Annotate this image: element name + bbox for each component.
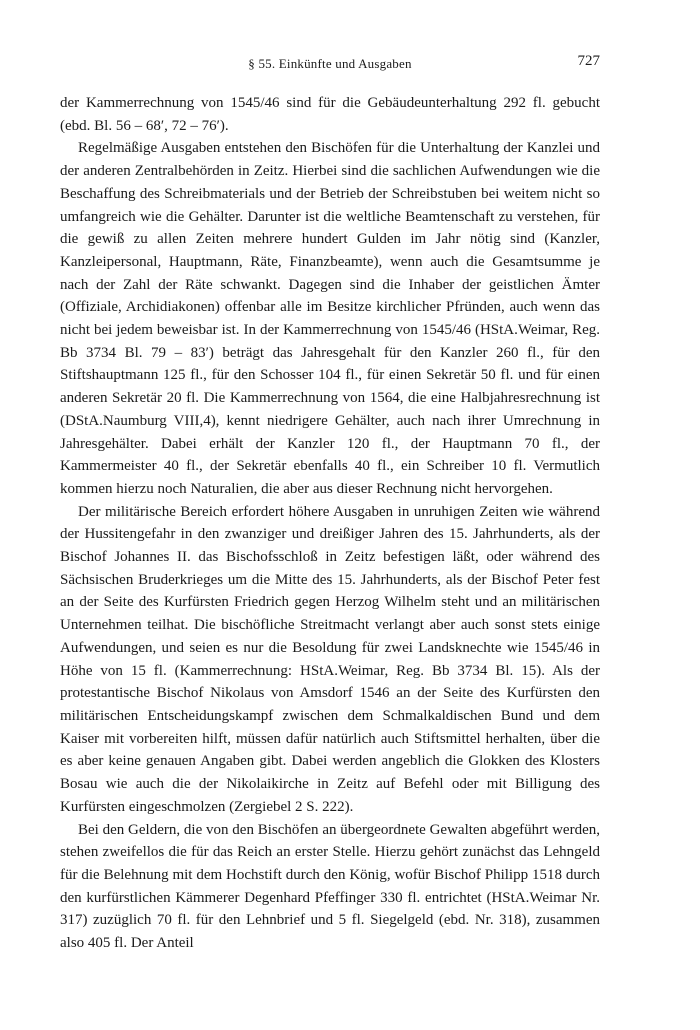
body-text [60, 92, 600, 955]
running-head [60, 50, 600, 74]
page-number: 727 [577, 53, 600, 69]
paragraph-chancery-salaries: Regelmäßige Ausgaben entstehen den Bischöfen für die Unterhaltung der Kanzlei und der anderen Zentralbehörden in Zeitz. Hierbei sind die sachlichen Aufwendungen wie die Beschaffung des Schreibmaterials und der Betrieb der Schreibstuben bei weitem nicht so umfangreich wie die Gehälter. Darunter ist die weltliche Beamtenschaft zu verstehen, für die gewiß zu allen Zeiten mehrere hundert Gulden im Jahr nötig sind (Kanzler, Kanzleipersonal, Hauptmann, Räte, Finanzbeamte), wenn auch die Gesamtsumme je nach der Zahl der Räte schwankt. Dagegen sind die Inhaber der geistlichen Ämter (Offiziale, Archidiakonen) offenbar alle im Besitze kirchlicher Pfründen, auch wenn das nicht bei jedem beweisbar ist. In der Kammerrechnung von 1545/46 (HStA.Weimar, Reg. Bb 3734 Bl. 79 – 83′) beträgt das Jahresgehalt für den Kanzler 260 fl., für den Stiftshauptmann 125 fl., für den Schosser 104 fl., für einen Sekretär 50 fl. und für einen anderen Sekretär 20 fl. Die Kammerrechnung von 1564, die eine Halbjahresrechnung ist (DStA.Naumburg VIII,4), kennt niedrigere Gehälter, auch nach ihrer Umrechnung in Jahresgehälter. Dabei erhält der Kanzler 120 fl., der Hauptmann 70 fl., der Kammermeister 40 fl., der Sekretär ebenfalls 40 fl., ein Schreiber 10 fl. Vermutlich kommen hierzu noch Naturalien, die aber aus dieser Rechnung nicht hervorgehen. [60, 140, 600, 497]
paragraph-military-expenses: Der militärische Bereich erfordert höhere Ausgaben in unruhigen Zeiten wie während der Hussitengefahr in den zwanziger und dreißiger Jahren des 15. Jahrhunderts, als der Bischof Johannes II. das Bischofsschloß in Zeitz befestigen läßt, oder während des Sächsischen Bruderkrieges um die Mitte des 15. Jahrhunderts, als der Bischof Peter fest an der Seite des Kurfürsten Friedrich gegen Herzog Wilhelm steht und an militärischen Unternehmen teilhat. Die bischöfliche Streitmacht verlangt aber auch sonst stets einige Aufwendungen, und seien es nur die Besoldung für zwei Landsknechte wie 1545/46 in Höhe von 15 fl. (Kammerrechnung: HStA.Weimar, Reg. Bb 3734 Bl. 15). Als der protestantische Bischof Nikolaus von Amsdorf 1546 an der Seite des Kurfürsten den militärischen Entscheidungskampf zwischen dem Schmalkaldischen Bund und dem Kaiser mit vorbereiten hilft, müssen dafür natürlich auch Stiftsmittel herhalten, über die es aber keine genauen Angaben gibt. Dabei werden angeblich die Glokken des Klosters Bosau wie auch die der Nikolaikirche in Zeitz auf Befehl oder mit Billigung des Kurfürsten eingeschmolzen (Zergiebel 2 S. 222). [60, 503, 600, 815]
book-page [60, 50, 600, 955]
paragraph-imperial-payments: Bei den Geldern, die von den Bischöfen an übergeordnete Gewalten abgeführt werden, stehen zweifellos die für das Reich an erster Stelle. Hierzu gehört zunächst das Lehngeld für die Belehnung mit dem Hochstift durch den König, wofür Bischof Philipp 1518 durch den kurfürstlichen Kämmerer Degenhard Pfeffinger 330 fl. entrichtet (HStA.Weimar Nr. 317) zuzüglich 70 fl. für den Lehnbrief und 5 fl. Siegelgeld (ebd. Nr. 318), zusammen also 405 fl. Der Anteil [60, 821, 600, 952]
running-head-title: § 55. Einkünfte und Ausgaben [248, 56, 412, 71]
paragraph-continuation: der Kammerrechnung von 1545/46 sind für die Gebäudeunterhaltung 292 fl. gebucht (ebd. Bl. 56 – 68′, 72 – 76′). [60, 95, 600, 134]
